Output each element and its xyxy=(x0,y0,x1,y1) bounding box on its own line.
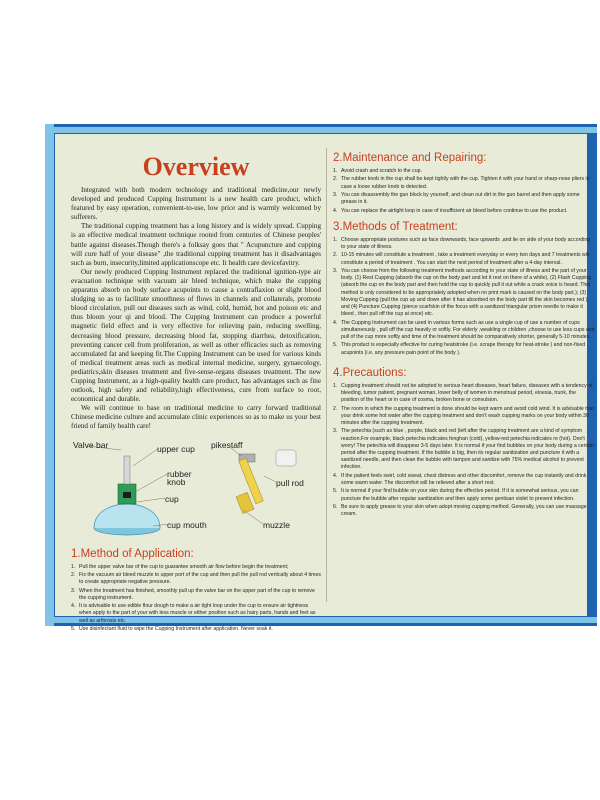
overview-text xyxy=(71,186,321,432)
sheet-content xyxy=(55,134,595,632)
list-item: 2. The room in which the cupping treatment is done should be kept warm and avoid cold wind. It is advisable that your drink some hot water after the cupping treatment and don't wash cupping marks on your body within 30 minutes after the cupping treatment. xyxy=(333,405,594,426)
label-muzzle: muzzle xyxy=(263,519,290,530)
list-item: 3. You can choose from the following treatment methods according to your state of illness and the part of your body. (1) Rest Cupping (absorb the cup on the body part and let it rest on there of a while), (2) Flash Cupping (absorb the cup on the body part and then hold the cup to quickly pull it out while a crack voice is heard. This method is only considered to be appropriately adopted when no print mark is caused on the body part.); (3) Moving Cupping (pull the cup up and down after it has absorbed on the body part till the skin becomes red ), and (4) Puncture Cupping (pierce scarfskin of the focus with a sanitized triangular prism needle to make it bleed , then pull off the cup at once) etc. xyxy=(333,267,592,318)
overview-title: Overview xyxy=(142,152,250,181)
maintenance-section xyxy=(333,152,595,215)
list-item: 2. Fix the vacuum air bleed muzzle to upper port of the cup and then pull the pull rod vertically about 4 times to create appropriate negative pressure. xyxy=(71,571,321,586)
list-item: 1. Choose appropriate postures such as face downwards, face upwards ,and lie on side of your body according to your state of illness. xyxy=(333,236,591,250)
precautions-list xyxy=(333,383,595,519)
methods-of-treatment-list xyxy=(333,237,595,357)
label-rubber-knob: rubber knob xyxy=(167,468,192,487)
list-item: 4. You can replace the airtight loop in case of insufficient air bleed before continue to use the product. xyxy=(333,207,568,214)
decorative-border-right xyxy=(45,124,51,626)
list-item: 6. Be sure to apply grease to your skin when adopt moving cupping method. Generally, you can use massage cream. xyxy=(333,503,587,518)
method-of-application-section xyxy=(71,548,321,634)
method-of-application-list xyxy=(71,564,321,634)
label-valve-bar: Valve bar xyxy=(73,439,109,450)
overview-paragraph: The traditional cupping treatment has a long history and is widely spread. Cupping is an effective medical treatment technique rooted from centuries of Chinese peoples' battle against diseases.Though there's a folksay goes that " Acupuncture and cupping will cure half of your disease" ,the traditional cupping treatment has it disadvantages such as burn, insecurity,limited applicationscope etc. It health care devicefavitry. xyxy=(71,222,321,267)
label-cup-mouth: cup mouth xyxy=(167,519,207,530)
list-item: 5. This product is especially effective for curing heatstroke (i.e. scrape therapy for heat-stroke ) and non-fixed acupoints (i.e. any pressure pain point of the body ). xyxy=(333,342,586,356)
list-item: 3. The petechia (such as blue , purple, black and red )left after the cupping treatment are a kind of symptom reaction.For example, black petechia indicates fenghan (cold), yellow-red petechia indicates re (hot). Don't worry! The petechia will disappear 3-5 days later. It is normal if your find bubbles on your body during a certain period after the cupping treatment. If the bubble is big, then its regular sanitization and puncture it with a sanitized needle, and then clean the bubble with tampon and sanitize with 75% medical alcohol to prevent infection. xyxy=(333,428,594,471)
label-pikestaff: pikestaff xyxy=(211,439,243,450)
overview-paragraph: Our newly produced Cupping Instrument replaced the traditional ignition-type air evacuation technique with vacuum air bleed technique, which make the cupping apparatus absorb on body surface acupoints to cause a contraflaxion or slight blood sludging so as to facilitate smoothness of flows in channels and collaterals, promote blood circulation, pull out diseases such as wind, cold, humid, hot and poison etc and thus bloom your qi and blood. The Cupping Instrument can produce a powerful magnetic field effect and is very effective for relieving pain, reducing swelling, decreasing blood pressure, decreasing blood fat, stopping diarrhea, detoxification, preventing cancer cell from proliferation, as well as other efficacies such as removing accumulated fat and keeping fit.The Cupping Instrument can be used for various kinds of medical treatment areas such as medical internal medicine, surgery, gynaecology, pediatrics,skin diseases treatment and five-sense-organs diseases treatment. The new Cupping Instrument, as a high-quality health care product, has advantages such as fine outlook, high safety and reliability,high effectiveness, cure from surface to root, economical and durable. xyxy=(71,267,321,404)
maintenance-heading: 2.Maintenance and Repairing: xyxy=(333,152,487,164)
precautions-section xyxy=(333,367,595,519)
methods-of-treatment-heading: 3.Methods of Treatment: xyxy=(333,220,458,233)
list-item: 1. Cupping treatment should not be adopted to serious heart diseases, heart failure, diseases with a tendency of bleeding, tumor patient, pregnant woman, lower belly of women in menstrual period, eloesia, trunk, the position of the heart or in case of cosma, broken bone or convulsion. xyxy=(333,382,593,404)
list-item: 2. 10-15 minutes will constitute a treatment , take a treatment everyday or every two days and 7 treatments will constitute a period of treatment . You can start the next period of treatment after a 4-day interval. xyxy=(333,252,590,266)
list-item: 4. It is advisable to use edible flour dough to make a air tight loop under the cup to ensure air tightness when apply to the part of your with less muscle or either position such as hairy parts, hands and feet as well as arthrosis etc. xyxy=(71,603,316,624)
list-item: 1. Avoid crash and scratch to the cup. xyxy=(333,168,422,174)
method-of-application-heading: 1.Method of Application: xyxy=(71,547,194,560)
precautions-heading: 4.Precautions: xyxy=(333,366,407,379)
overview-paragraph: Integrated with both modern technology and traditional medicine,our newly developed and produced Cupping Instrument is a new health care product, which featured by easy operation, convenient-to-use, low price and is warmly welcomed by sufferers. xyxy=(71,186,321,222)
list-item: 5. It is normal if your find bubble on your skin during the effective period. If it is somewhat serious, you can puncture the bubble after regular sanitization and then apply some gentisan violet to prevent infection. xyxy=(333,488,579,502)
cupping-diagram xyxy=(71,436,321,546)
column-divider xyxy=(326,148,327,602)
list-item: 5. Use disinfectant fluid to wipe the Cupping Instrument after application. Never soak it. xyxy=(71,625,273,632)
label-upper-cup: upper cup xyxy=(157,443,195,454)
decorative-border-top xyxy=(45,127,597,133)
label-cup: cup xyxy=(165,493,179,504)
methods-of-treatment-section xyxy=(333,221,595,357)
list-item: 2. The rubber knob in the cup shall be kept tightly with the cup. Tighten it with your hand or sharp-nose pliers in case a loose rubber knob is detected. xyxy=(333,176,590,190)
list-item: 1. Pull the upper valve bar of the cup to guarantee smooth air flow before begin the treatment; xyxy=(71,563,289,570)
maintenance-list xyxy=(333,168,595,215)
label-pull-rod: pull rod xyxy=(276,477,304,488)
left-column xyxy=(71,152,321,639)
list-item: 3. When the treatment has finished, smoothly pull up the valve bar on the upper part of the cup to remove the cupping instrument. xyxy=(71,587,315,601)
right-column xyxy=(333,152,595,524)
overview-paragraph: We will continue to base on traditional medicine to carry forward traditional Chinese medicine culture and accumulate clinic experiences so as to make us your best friend of family health care! xyxy=(71,404,321,431)
instruction-sheet xyxy=(45,124,597,632)
list-item: 3. You can disassembly the gun block by yourself, and clean out dirt in the gun barrel and then apply some grease in it. xyxy=(333,191,580,206)
list-item: 4. The Cupping Instrument can be used in various forms such as use a single cup of use a number of cups simultaneously , pull off the cup heavily or softly. For elderly ,weakling or children ,choose to use less cups and pull of the cup more softly and time of the treatment should be comparatively shorter, generally 5-10 minutes. xyxy=(333,319,595,340)
list-item: 4. If the patient feels swirl, cold sweat, chest distress and other discomfort, remove the cup instantly and drink some warm water. The discomfort will be relieved after a short rest. xyxy=(333,472,587,486)
